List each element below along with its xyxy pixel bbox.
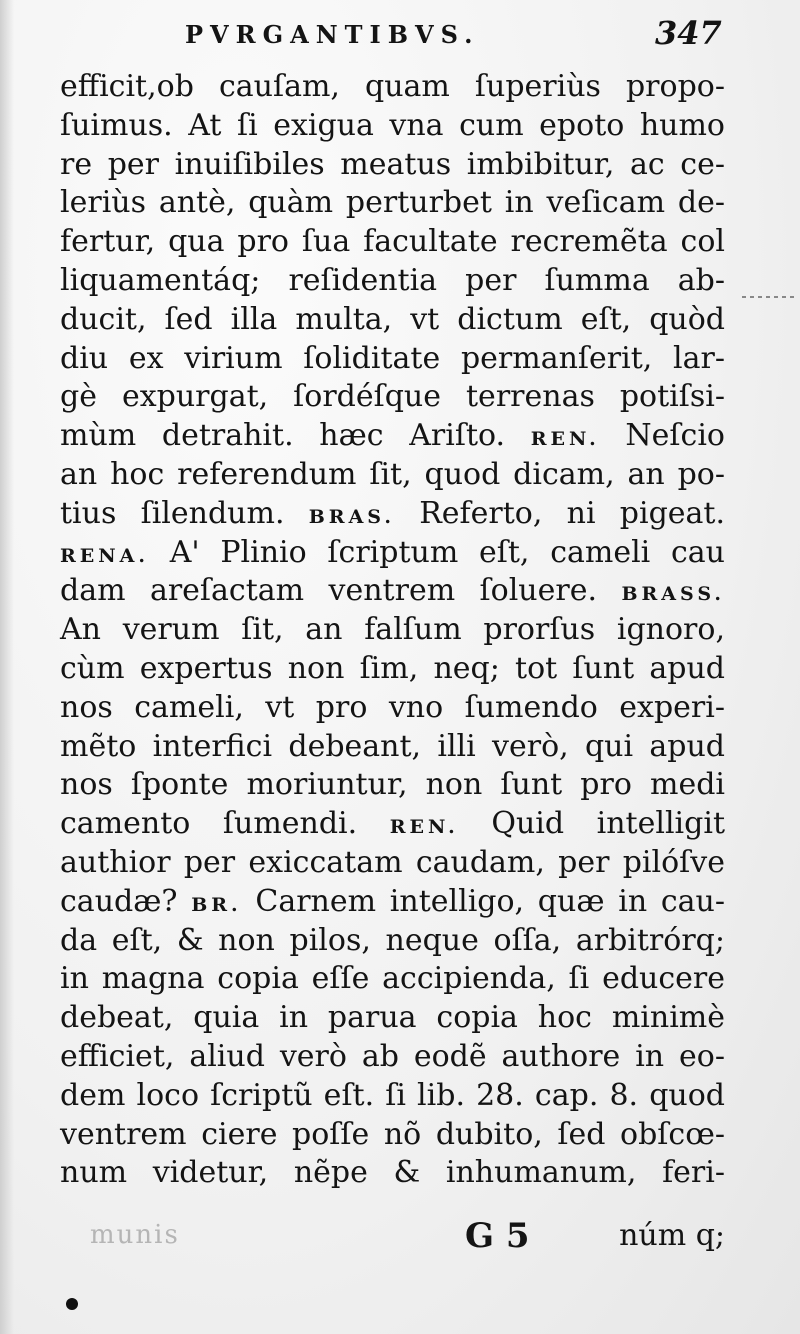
speaker-label: BRAS. — [308, 505, 395, 528]
margin-smudge — [742, 296, 794, 298]
text-line — [60, 844, 725, 883]
line-text: authior per exiccatam caudam, per pilóſve — [60, 844, 725, 880]
line-text: da eſt, & non pilos, neque oſſa, arbitrórq; — [60, 922, 725, 958]
line-text: diu ex virium ſoliditate permanſerit, lar- — [60, 340, 725, 376]
line-text: cùm expertus non ſim, neq; tot ſunt apud — [60, 650, 725, 686]
text-line — [60, 1077, 725, 1116]
line-text: an hoc referendum ſit, quod dicam, an po- — [60, 456, 725, 492]
text-line — [60, 262, 725, 301]
line-text: Carnem intelligo, quæ in cau- — [241, 883, 725, 919]
text-line — [60, 728, 725, 767]
running-head: PVRGANTIBVS. — [185, 20, 480, 49]
text-line — [60, 611, 725, 650]
text-line — [60, 650, 725, 689]
text-line — [60, 689, 725, 728]
text-line — [60, 223, 725, 262]
line-text: debeat, quia in parua copia hoc minimè — [60, 1000, 725, 1036]
text-line — [60, 922, 725, 961]
text-line — [60, 378, 725, 417]
line-text: Neſcio — [599, 418, 725, 454]
speaker-label: BRASS. — [621, 583, 725, 606]
catchword: núm q; — [619, 1218, 725, 1253]
speaker-label: BR. — [191, 893, 242, 916]
text-line — [60, 572, 725, 611]
line-text: dam areſactam ventrem ſoluere. — [60, 573, 622, 609]
speaker-label: RENA. — [60, 544, 149, 567]
text-line — [60, 301, 725, 340]
text-line — [60, 340, 725, 379]
line-text: fertur, qua pro ſua facultate recremẽta col — [60, 224, 725, 260]
text-line — [60, 495, 725, 534]
line-text: nos ſponte moriuntur, non ſunt pro medi — [60, 767, 725, 803]
text-line — [60, 1154, 725, 1193]
speaker-label: REN. — [530, 428, 600, 451]
text-line — [60, 805, 725, 844]
line-text: mẽto interfici debeant, illi verò, qui apud — [60, 728, 725, 764]
text-line — [60, 184, 725, 223]
line-text: ducit, ſed illa multa, vt dictum eſt, quòd — [60, 301, 725, 337]
text-line — [60, 146, 725, 185]
line-text: Quid intelligit — [458, 806, 726, 842]
line-text: ventrem ciere poſſe nõ dubito, ſed obſcœ- — [60, 1116, 725, 1152]
page-footer — [60, 1216, 725, 1256]
page-number: 347 — [655, 14, 722, 52]
text-line — [60, 1116, 725, 1155]
line-text: gè expurgat, ſordéſque terrenas potiſsi- — [60, 379, 725, 415]
line-text: tius ſilendum. — [60, 495, 309, 531]
text-line — [60, 534, 725, 573]
line-text: liquamentáq; reſidentia per ſumma ab- — [60, 262, 725, 298]
line-text: dem loco ſcriptũ eſt. ſi lib. 28. cap. 8. quod — [60, 1077, 725, 1113]
line-text: ſuimus. At ſi exigua vna cum epoto humo — [60, 107, 725, 143]
text-line — [60, 107, 725, 146]
ink-speck — [66, 1298, 78, 1310]
text-block — [60, 68, 725, 1193]
text-line — [60, 68, 725, 107]
line-text: Referto, ni pigeat. — [394, 495, 726, 531]
line-text: leriùs antè, quàm perturbet in veſicam de- — [60, 185, 725, 221]
line-text: efficiet, aliud verò ab eodẽ authore in eo- — [60, 1038, 725, 1074]
text-line — [60, 456, 725, 495]
text-line — [60, 999, 725, 1038]
text-line — [60, 766, 725, 805]
line-text: caudæ? — [60, 883, 192, 919]
line-text: re per inuiſibiles meatus imbibitur, ac ce- — [60, 146, 725, 182]
text-line — [60, 1038, 725, 1077]
line-text: nos cameli, vt pro vno ſumendo experi- — [60, 689, 725, 725]
signature-mark: G 5 — [465, 1216, 530, 1256]
binding-shadow — [0, 0, 14, 1334]
line-text: mùm detrahit. hæc Ariſto. — [60, 418, 531, 454]
line-text: A' Plinio ſcriptum eſt, cameli cau — [149, 534, 725, 570]
text-line — [60, 883, 725, 922]
line-text: camento ſumendi. — [60, 806, 390, 842]
line-text: num videtur, nẽpe & inhumanum, feri- — [60, 1155, 725, 1191]
line-text: An verum ſit, an falſum prorſus ignoro, — [60, 612, 725, 648]
line-text: efficit,ob cauſam, quam ſuperiùs propo- — [60, 69, 725, 104]
bleed-through-text: munis — [90, 1220, 180, 1250]
text-line — [60, 960, 725, 999]
speaker-label: REN. — [389, 816, 459, 839]
line-text: in magna copia eſſe accipienda, ſi educere — [60, 961, 725, 997]
text-line — [60, 417, 725, 456]
